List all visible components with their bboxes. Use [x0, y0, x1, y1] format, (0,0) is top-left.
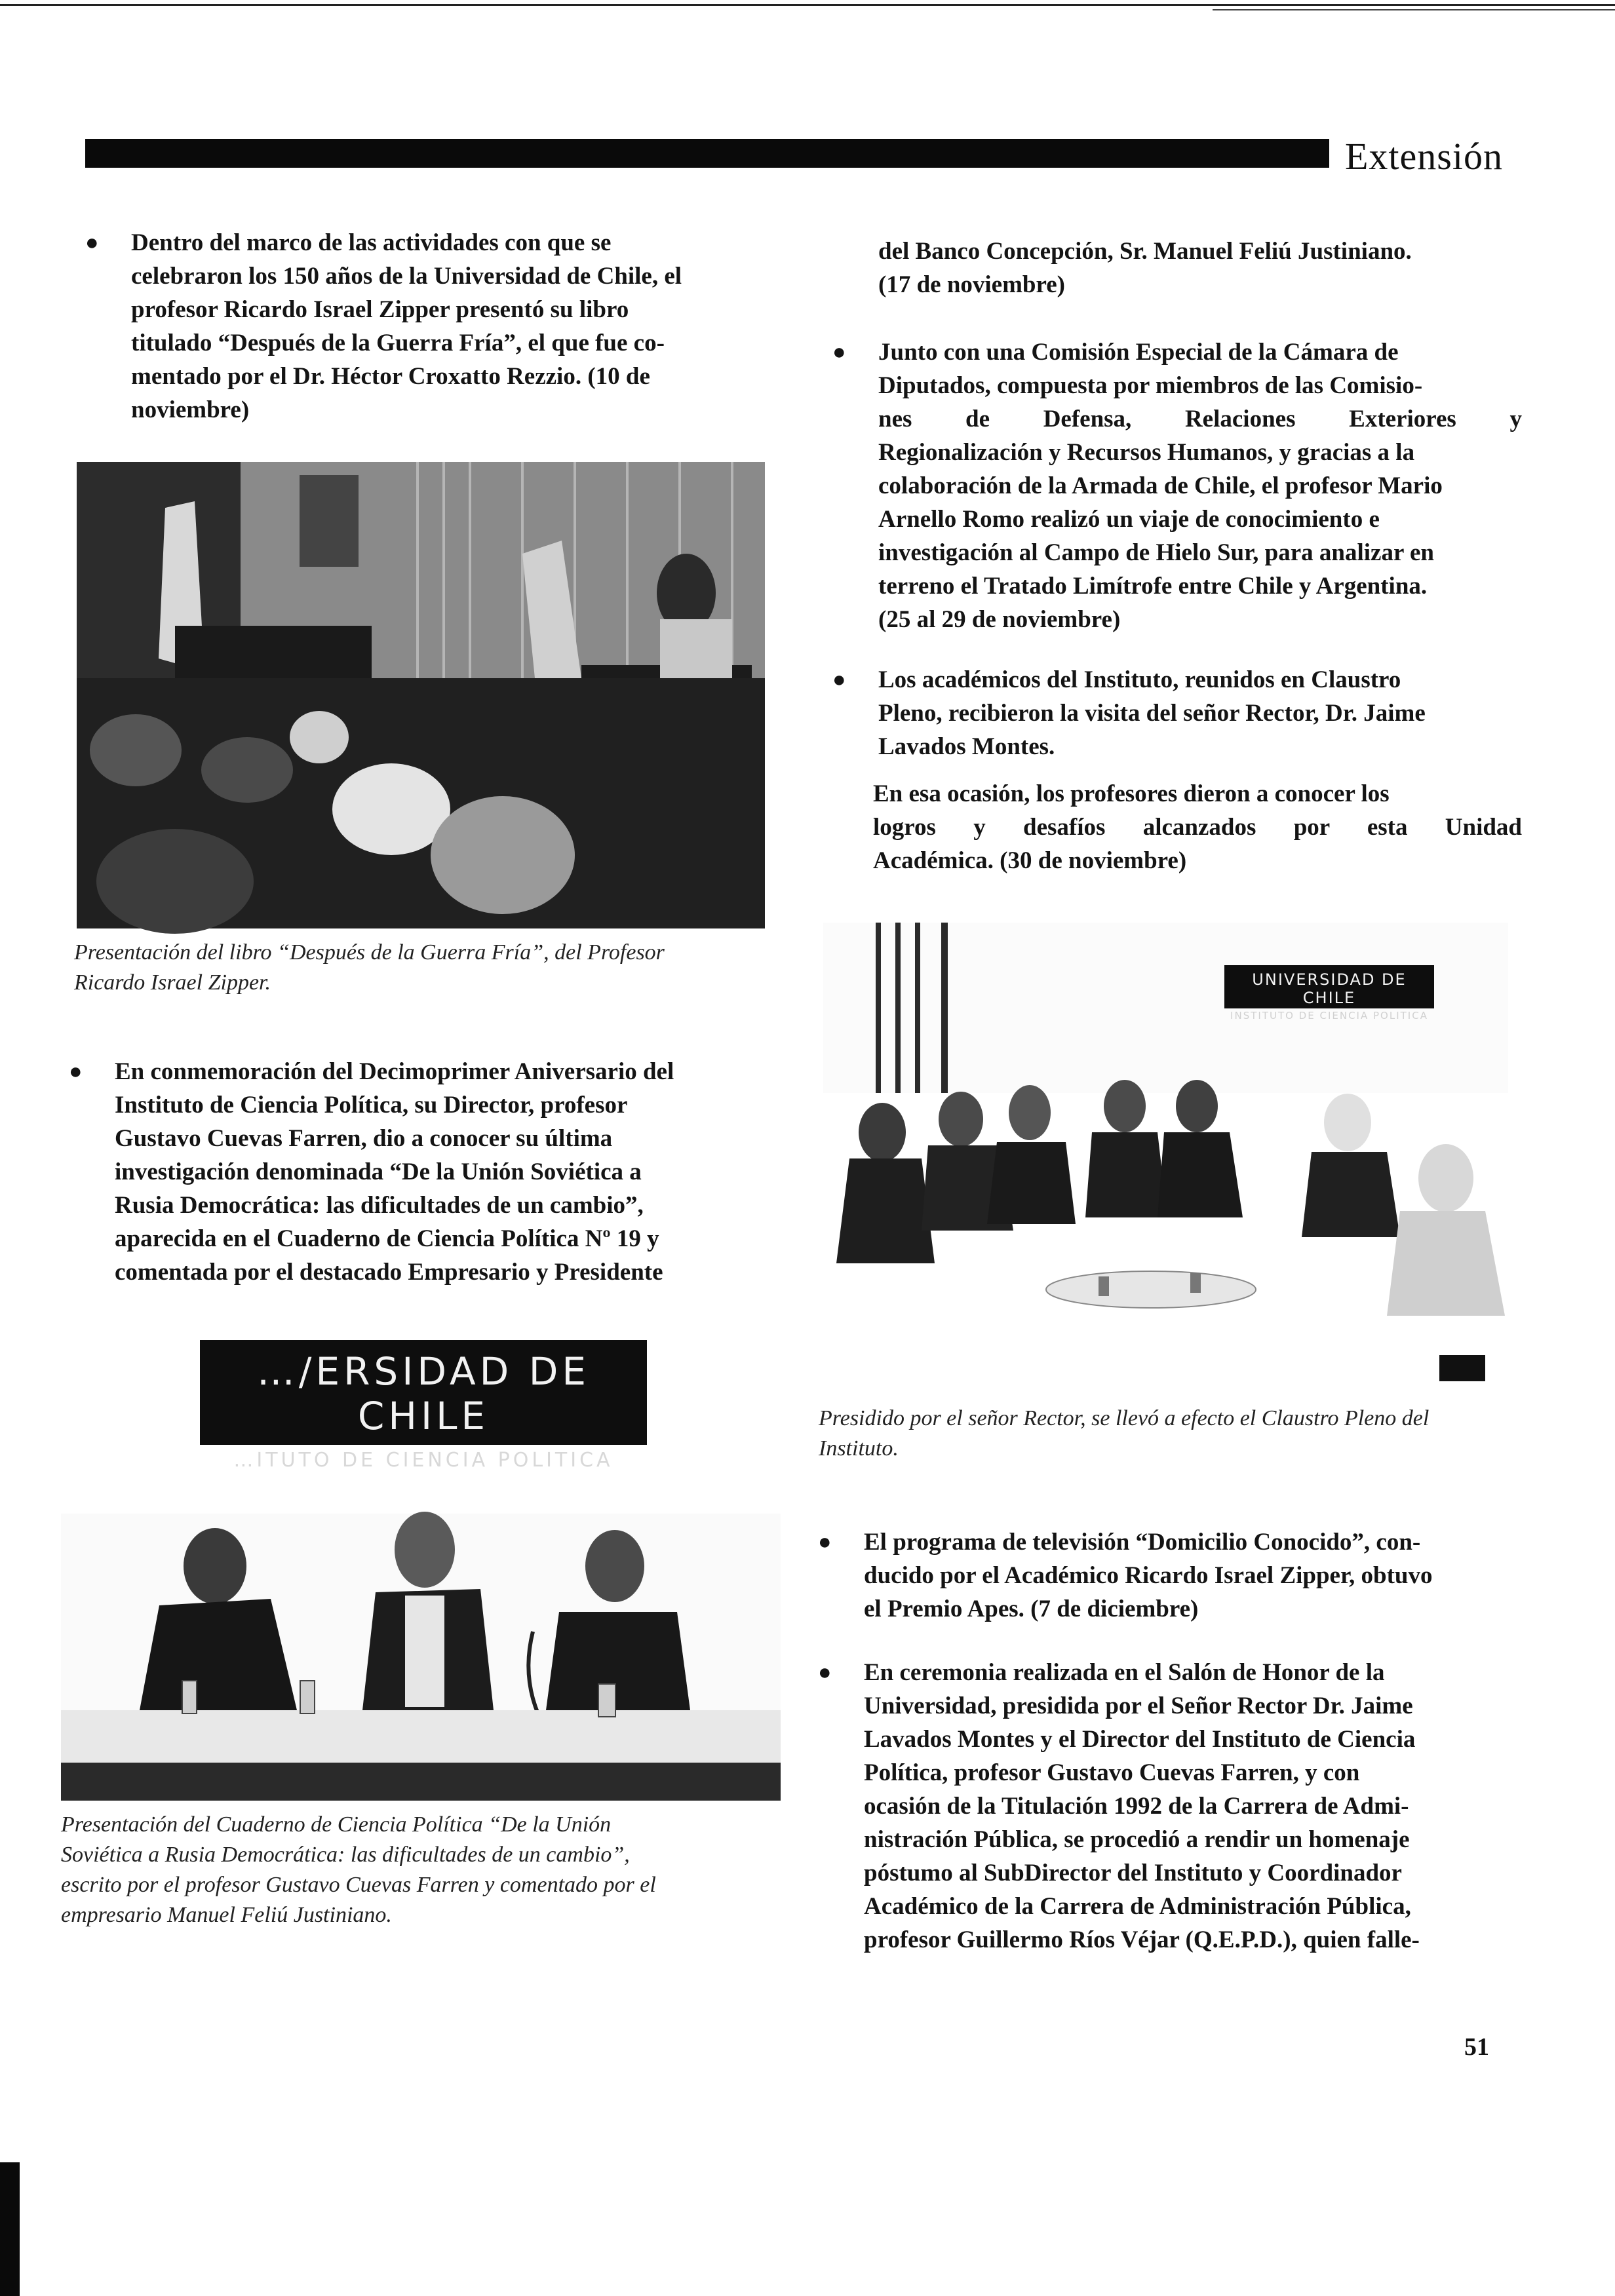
text-line: Dentro del marco de las actividades con que se [131, 229, 612, 256]
text-line: Gustavo Cuevas Farren, dio a conocer su última [115, 1125, 613, 1152]
text-line: titulado “Después de la Guerra Fría”, el que fue co- [131, 330, 665, 356]
bullet-paragraph-homage [818, 1656, 1519, 1957]
text-line: mentado por el Dr. Héctor Croxatto Rezzio. (10 de [131, 363, 650, 390]
text-line: Instituto de Ciencia Política, su Director, profesor [115, 1092, 628, 1119]
caption-line: Presidido por el señor Rector, se llevó a efecto el Claustro Pleno del [819, 1406, 1430, 1430]
text-line: aparecida en el Cuaderno de Ciencia Política Nº 19 y [115, 1225, 659, 1252]
text-line: el Premio Apes. (7 de diciembre) [864, 1596, 1199, 1622]
bullet-paragraph-book-presentation [85, 226, 767, 427]
text-line: El programa de televisión “Domicilio Conocido”, con- [864, 1529, 1421, 1556]
text-line: nistración Pública, se procedió a rendir un homenaje [864, 1826, 1410, 1853]
photo-cuaderno-presentation-image [61, 1514, 781, 1801]
text-line: (17 de noviembre) [878, 271, 1065, 298]
text-line: Política, profesor Gustavo Cuevas Farren, y con [864, 1759, 1360, 1786]
text-line: Los académicos del Instituto, reunidos en Claustro [878, 666, 1401, 693]
caption-line: Presentación del libro “Después de la Guerra Fría”, del Profesor [74, 940, 665, 965]
text-line: Académica. (30 de noviembre) [873, 847, 1187, 874]
university-sign-name: …/ERSIDAD DE CHILE [256, 1349, 591, 1438]
text-line: Regionalización y Recursos Humanos, y gracias a la [878, 439, 1415, 466]
bullet-icon: ● [832, 668, 846, 692]
text-line: póstumo al SubDirector del Instituto y Coordinador [864, 1860, 1402, 1886]
text-line: profesor Guillermo Ríos Véjar (Q.E.P.D.), quien falle- [864, 1926, 1420, 1953]
caption-book-presentation [74, 938, 782, 998]
text-line: Lavados Montes. [878, 733, 1055, 760]
text-line: noviembre) [131, 396, 250, 423]
text-line: comentada por el destacado Empresario y Presidente [115, 1259, 663, 1286]
bullet-paragraph-claustro [832, 663, 1522, 763]
scan-edge-mark [0, 2162, 20, 2296]
bullet-icon: ● [832, 340, 846, 364]
top-rule-secondary [1213, 9, 1615, 10]
text-line: del Banco Concepción, Sr. Manuel Feliú Justiniano. [878, 238, 1412, 265]
text-line: Académico de la Carrera de Administración Pública, [864, 1893, 1411, 1920]
bullet-paragraph-hielo-sur [832, 335, 1522, 636]
caption-line: empresario Manuel Feliú Justiniano. [61, 1903, 392, 1927]
text-line: Arnello Romo realizó un viaje de conocimiento e [878, 506, 1380, 533]
text-line: colaboración de la Armada de Chile, el profesor Mario [878, 472, 1443, 499]
text-line: Diputados, compuesta por miembros de las Comisio- [878, 372, 1423, 399]
section-header-bar [85, 139, 1329, 168]
continuation-paragraph [878, 235, 1527, 301]
photo-book-presentation-image [77, 462, 765, 928]
photo-book-presentation [77, 462, 765, 928]
text-line: ducido por el Académico Ricardo Israel Zipper, obtuvo [864, 1562, 1433, 1589]
bullet-icon: ● [85, 231, 99, 255]
text-line: En esa ocasión, los profesores dieron a conocer los [873, 780, 1390, 807]
bullet-icon: ● [69, 1060, 83, 1084]
text-line: celebraron los 150 años de la Universidad de Chile, el [131, 263, 682, 290]
caption-line: Presentación del Cuaderno de Ciencia Política “De la Unión [61, 1812, 612, 1837]
text-line: En conmemoración del Decimoprimer Aniversario del [115, 1058, 674, 1085]
text-line: Universidad, presidida por el Señor Rector Dr. Jaime [864, 1693, 1413, 1719]
caption-line: Instituto. [819, 1436, 899, 1461]
bullet-icon: ● [818, 1660, 832, 1685]
university-sign [200, 1340, 647, 1472]
text-line: Lavados Montes y el Director del Instituto de Ciencia [864, 1726, 1416, 1753]
section-title: Extensión [1345, 135, 1503, 178]
text-line: ocasión de la Titulación 1992 de la Carrera de Admi- [864, 1793, 1409, 1820]
claustro-followup-paragraph [873, 777, 1522, 877]
claustro-wall-sign-institute: INSTITUTO DE CIENCIA POLITICA [1230, 1010, 1428, 1022]
bullet-icon: ● [818, 1530, 832, 1554]
caption-claustro-pleno [819, 1404, 1527, 1464]
text-line: En ceremonia realizada en el Salón de Honor de la [864, 1659, 1385, 1686]
text-line: terreno el Tratado Limítrofe entre Chile y Argentina. [878, 573, 1428, 600]
text-line: profesor Ricardo Israel Zipper presentó su libro [131, 296, 629, 323]
bullet-paragraph-anniversary [69, 1055, 757, 1289]
caption-line: Soviética a Rusia Democrática: las dificultades de un cambio”, [61, 1843, 630, 1867]
text-line: investigación al Campo de Hielo Sur, para analizar en [878, 539, 1434, 566]
bullet-paragraph-tv-program [818, 1525, 1519, 1626]
text-line: Junto con una Comisión Especial de la Cámara de [878, 339, 1399, 366]
text-line: logros y desafíos alcanzados por esta Unidad [873, 814, 1522, 841]
text-line: (25 al 29 de noviembre) [878, 606, 1121, 633]
text-line: investigación denominada “De la Unión Soviética a [115, 1158, 642, 1185]
text-line: Rusia Democrática: las dificultades de un cambio”, [115, 1192, 644, 1219]
caption-line: escrito por el profesor Gustavo Cuevas Farren y comentado por el [61, 1873, 656, 1897]
claustro-wall-sign [1224, 965, 1434, 1022]
claustro-wall-sign-name: UNIVERSIDAD DE CHILE [1252, 970, 1407, 1007]
caption-cuaderno-presentation [61, 1810, 788, 1930]
page-number: 51 [1464, 2033, 1489, 2061]
photo-cuaderno-presentation [61, 1514, 781, 1801]
text-line: Pleno, recibieron la visita del señor Rector, Dr. Jaime [878, 700, 1426, 727]
text-line: nes de Defensa, Relaciones Exteriores y [878, 406, 1522, 432]
caption-line: Ricardo Israel Zipper. [74, 970, 271, 995]
top-rule [0, 4, 1615, 6]
university-sign-institute: …ITUTO DE CIENCIA POLITICA [233, 1449, 613, 1472]
